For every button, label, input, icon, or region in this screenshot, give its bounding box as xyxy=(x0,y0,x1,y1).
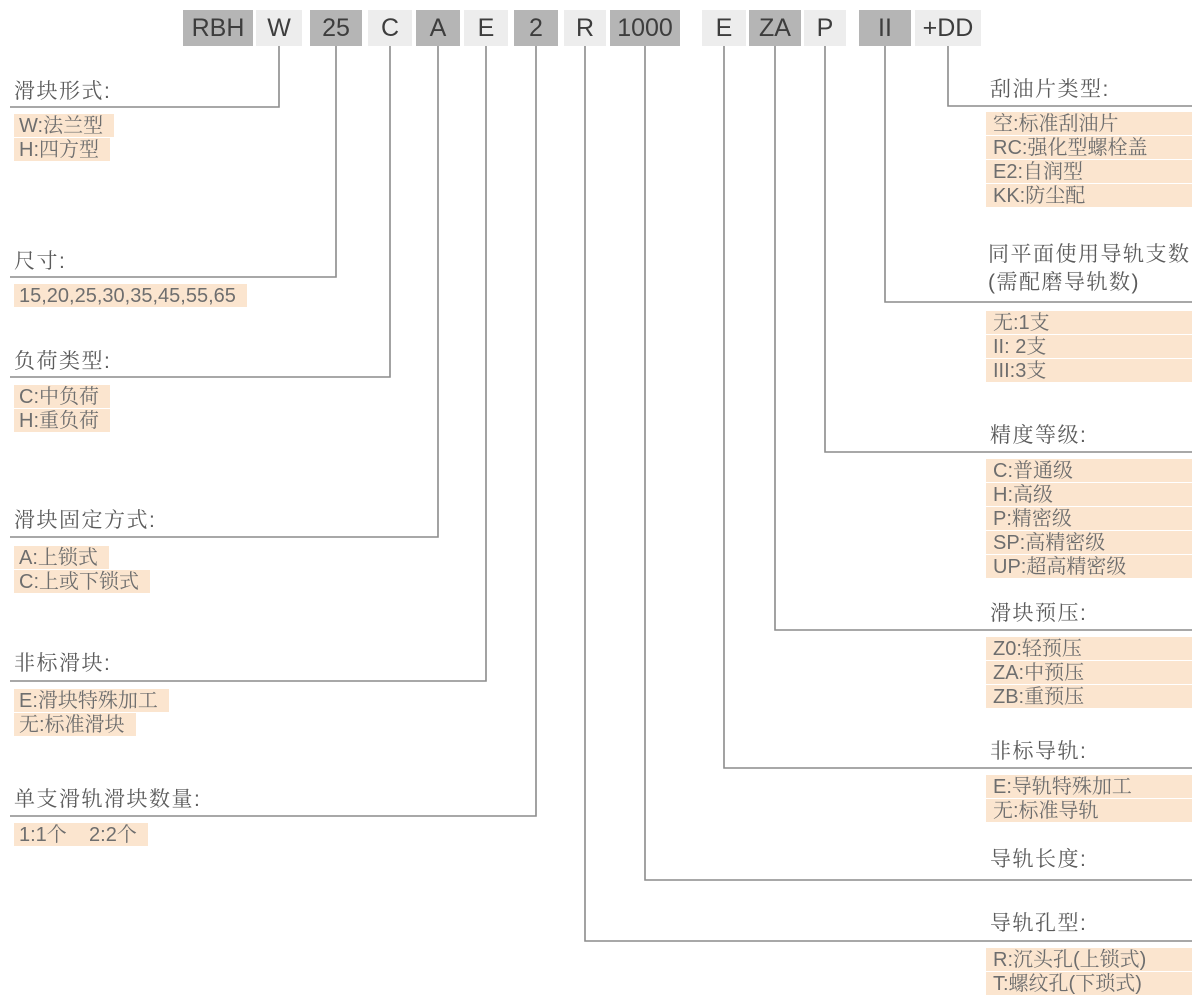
code-segment-wiper: +DD xyxy=(915,10,981,46)
code-segment-rail-count: II xyxy=(859,10,911,46)
option-item: R:沉头孔(上锁式) xyxy=(986,948,1192,971)
option-item: KK:防尘配 xyxy=(986,184,1192,207)
code-segment-slider-fixing: A xyxy=(416,10,460,46)
code-segment-nonstd-rail: E xyxy=(702,10,746,46)
option-item: ZA:中预压 xyxy=(986,661,1192,684)
option-item: A:上锁式 xyxy=(14,546,109,569)
option-item: 空:标准刮油片 xyxy=(986,112,1192,135)
option-item: RC:强化型螺栓盖 xyxy=(986,136,1192,159)
option-item: 无:标准滑块 xyxy=(14,713,136,736)
label-nonstandard-rail: 非标导轨: xyxy=(990,740,1088,763)
label-slider-fixing: 滑块固定方式: xyxy=(14,509,157,532)
option-item: 15,20,25,30,35,45,55,65 xyxy=(14,284,247,307)
label-slider-preload: 滑块预压: xyxy=(990,602,1088,625)
options-nonstandard-rail xyxy=(986,775,1192,822)
code-segment-load-type: C xyxy=(368,10,412,46)
option-item: H:高级 xyxy=(986,483,1192,506)
label-accuracy-grade: 精度等级: xyxy=(990,424,1088,447)
code-segment-hole-type: R xyxy=(564,10,606,46)
options-slider-form xyxy=(14,114,114,161)
options-rails-same-plane xyxy=(986,311,1192,382)
option-item: Z0:轻预压 xyxy=(986,637,1192,660)
options-accuracy-grade xyxy=(986,459,1192,578)
option-item: SP:高精密级 xyxy=(986,531,1192,554)
option-item: III:3支 xyxy=(986,359,1192,382)
options-size xyxy=(14,284,247,307)
options-rail-hole-type xyxy=(986,948,1192,995)
label-nonstandard-slider: 非标滑块: xyxy=(14,652,112,675)
option-item: W:法兰型 xyxy=(14,114,114,137)
options-slider-fixing xyxy=(14,546,150,593)
label-rails-same-plane-line2: (需配磨导轨数) xyxy=(988,271,1140,294)
options-load-type xyxy=(14,385,110,432)
option-item: 无:1支 xyxy=(986,311,1192,334)
option-item: E:导轨特殊加工 xyxy=(986,775,1192,798)
code-segment-rail-length: 1000 xyxy=(610,10,680,46)
option-item: UP:超高精密级 xyxy=(986,555,1192,578)
label-rails-same-plane-line1: 同平面使用导轨支数 xyxy=(988,243,1191,266)
options-wiper-type xyxy=(986,112,1192,207)
option-item: H:重负荷 xyxy=(14,409,110,432)
label-size: 尺寸: xyxy=(14,250,67,273)
option-item: C:上或下锁式 xyxy=(14,570,150,593)
option-item: II: 2支 xyxy=(986,335,1192,358)
code-segment-preload: ZA xyxy=(749,10,801,46)
label-sliders-per-rail: 单支滑轨滑块数量: xyxy=(14,788,202,811)
code-segment-accuracy: P xyxy=(804,10,846,46)
options-sliders-per-rail xyxy=(14,823,148,846)
label-wiper-type: 刮油片类型: xyxy=(990,78,1110,101)
label-slider-form: 滑块形式: xyxy=(14,80,112,103)
option-item: E2:自润型 xyxy=(986,160,1192,183)
label-rail-hole-type: 导轨孔型: xyxy=(990,912,1088,935)
option-item: C:中负荷 xyxy=(14,385,110,408)
options-slider-preload xyxy=(986,637,1192,708)
code-segment-slider-count: 2 xyxy=(514,10,558,46)
option-item: E:滑块特殊加工 xyxy=(14,689,169,712)
code-segment-series: RBH xyxy=(183,10,253,46)
option-item: 无:标准导轨 xyxy=(986,799,1192,822)
label-rail-length: 导轨长度: xyxy=(990,848,1088,871)
option-item: 1:1个 2:2个 xyxy=(14,823,148,846)
options-nonstandard-slider xyxy=(14,689,169,736)
option-item: ZB:重预压 xyxy=(986,685,1192,708)
label-load-type: 负荷类型: xyxy=(14,350,112,373)
option-item: H:四方型 xyxy=(14,138,110,161)
code-segment-size: 25 xyxy=(310,10,362,46)
option-item: T:螺纹孔(下琐式) xyxy=(986,972,1192,995)
code-segment-nonstd-slider: E xyxy=(464,10,508,46)
option-item: P:精密级 xyxy=(986,507,1192,530)
code-segment-slider-form: W xyxy=(256,10,302,46)
option-item: C:普通级 xyxy=(986,459,1192,482)
